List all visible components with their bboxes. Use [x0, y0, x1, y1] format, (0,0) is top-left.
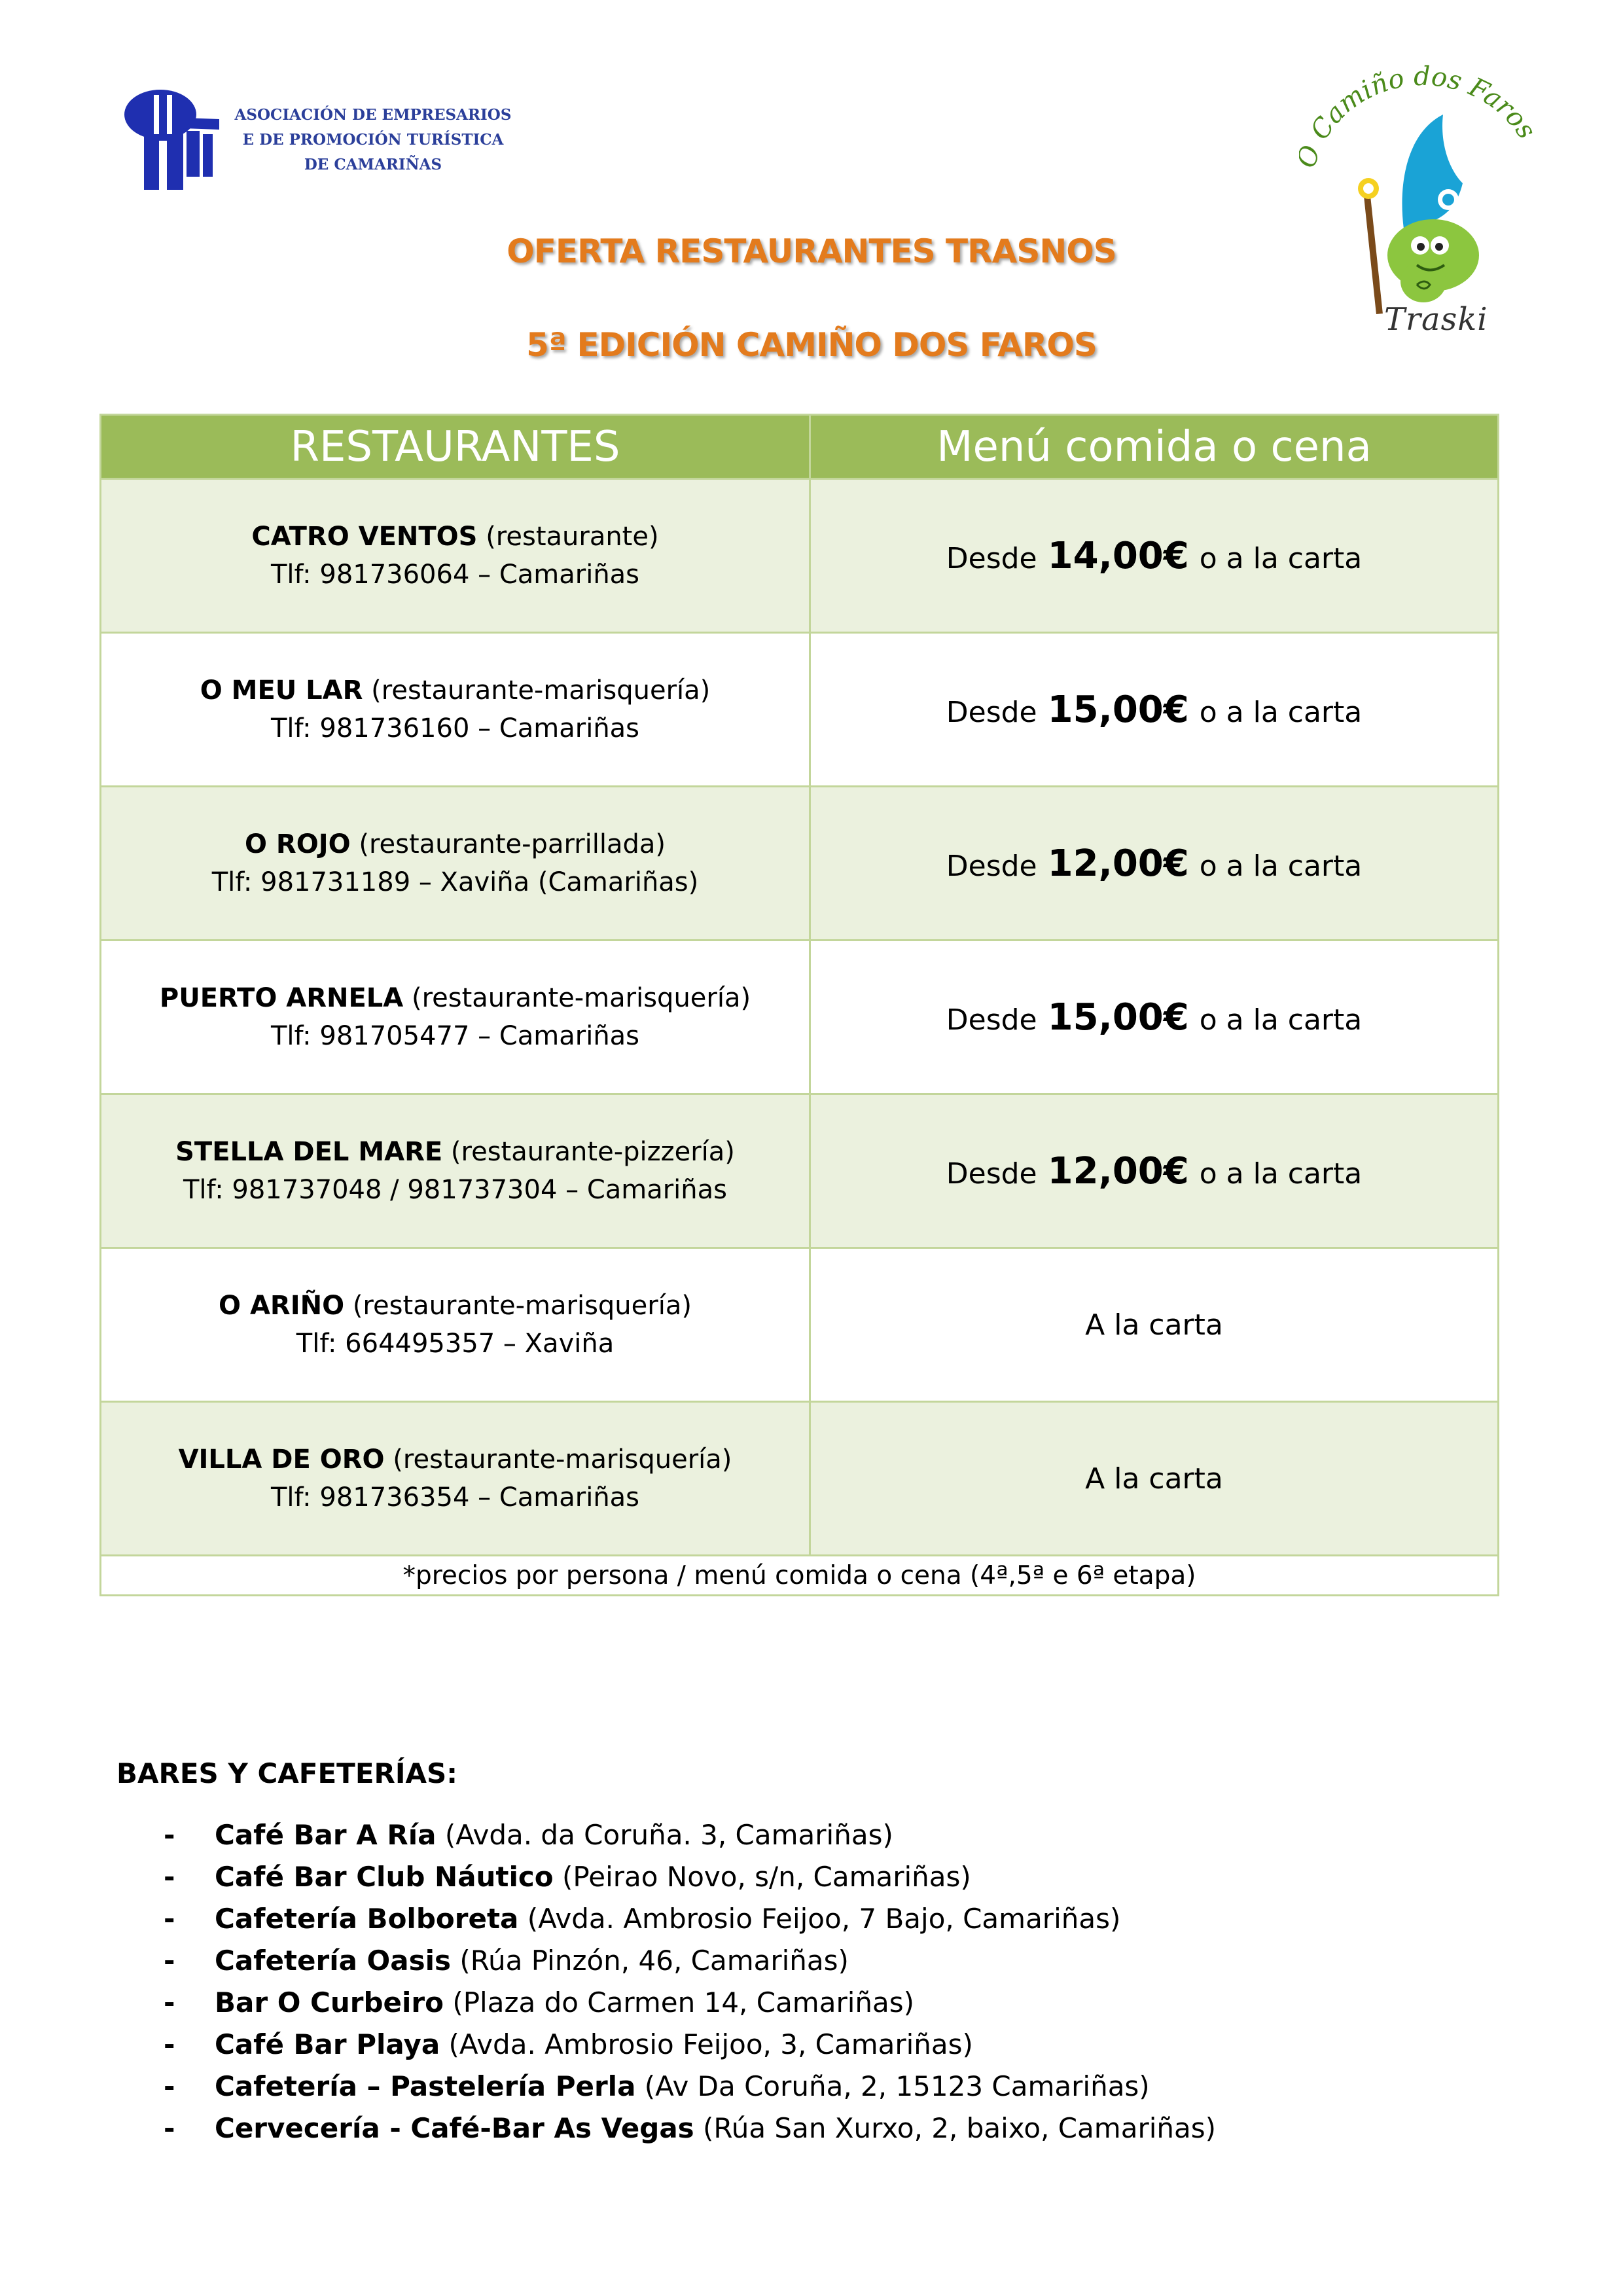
header-restaurants: RESTAURANTES: [101, 415, 810, 479]
price-cell: [810, 1402, 1499, 1556]
bars-list: [164, 1814, 1216, 2149]
page-title: OFERTA RESTAURANTES TRASNOS: [507, 232, 1116, 270]
bullet: -: [164, 2112, 175, 2144]
restaurant-type: (restaurante-marisquería): [411, 983, 751, 1013]
price-suffix: o a la carta: [1199, 849, 1363, 883]
restaurants-table: [99, 414, 1499, 1596]
restaurant-type: (restaurante-marisquería): [371, 675, 711, 706]
price-cell: [810, 941, 1499, 1094]
price-cell: [810, 633, 1499, 787]
restaurant-name: STELLA DEL MARE: [175, 1137, 443, 1167]
bullet: -: [164, 1945, 175, 1977]
bullet: -: [164, 1903, 175, 1935]
list-item: [164, 1982, 1216, 2024]
table-footnote-row: [101, 1556, 1499, 1596]
restaurant-cell: [101, 1402, 810, 1556]
bar-name: Cafetería – Pastelería Perla: [215, 2070, 636, 2102]
price-text: A la carta: [1085, 1462, 1223, 1496]
trasko-mascot-icon: [1299, 59, 1548, 321]
bar-name: Café Bar Playa: [215, 2028, 440, 2060]
table-row: [101, 633, 1499, 787]
restaurant-cell: [101, 479, 810, 633]
bar-name: Café Bar Club Náutico: [215, 1861, 554, 1893]
bar-address: (Peirao Novo, s/n, Camariñas): [562, 1861, 971, 1893]
restaurant-type: (restaurante-parrillada): [359, 829, 666, 859]
bar-address: (Rúa Pinzón, 46, Camariñas): [459, 1945, 849, 1977]
association-emblem-icon: [121, 79, 229, 193]
restaurant-type: (restaurante): [486, 522, 659, 552]
table-header-row: [101, 415, 1499, 479]
bar-name: Bar O Curbeiro: [215, 1986, 444, 2018]
bar-name: Cervecería - Café-Bar As Vegas: [215, 2112, 694, 2144]
list-item: [164, 1814, 1216, 1856]
restaurant-phone: Tlf: 981736160 – Camariñas: [270, 713, 640, 744]
restaurant-type: (restaurante-marisquería): [393, 1444, 732, 1475]
bullet: -: [164, 1819, 175, 1851]
bullet: -: [164, 2028, 175, 2060]
price-prefix: Desde: [946, 1003, 1037, 1037]
restaurant-name: PUERTO ARNELA: [159, 983, 404, 1013]
price-suffix: o a la carta: [1199, 1003, 1363, 1037]
bullet: -: [164, 1986, 175, 2018]
table-row: [101, 941, 1499, 1094]
price-suffix: o a la carta: [1199, 695, 1363, 729]
price-amount: 15,00€: [1047, 996, 1189, 1039]
table-row: [101, 787, 1499, 941]
list-item: [164, 1898, 1216, 1940]
logo-brand: Traski: [1384, 301, 1488, 338]
restaurant-name: O ROJO: [245, 829, 351, 859]
page-subtitle: 5ª EDICIÓN CAMIÑO DOS FAROS: [526, 326, 1097, 364]
restaurant-cell: [101, 1248, 810, 1402]
restaurant-name: CATRO VENTOS: [251, 522, 478, 552]
price-amount: 12,00€: [1047, 842, 1189, 885]
association-line-2: E DE PROMOCIÓN TURÍSTICA: [242, 131, 504, 149]
bar-address: (Avda. Ambrosio Feijoo, 3, Camariñas): [448, 2028, 973, 2060]
bar-name: Café Bar A Ría: [215, 1819, 437, 1851]
table-row: [101, 1094, 1499, 1248]
table-row: [101, 1402, 1499, 1556]
restaurant-name: O ARIÑO: [219, 1291, 345, 1321]
list-item: [164, 2108, 1216, 2149]
association-logo: [121, 75, 514, 200]
restaurant-cell: [101, 633, 810, 787]
bar-address: (Rúa San Xurxo, 2, baixo, Camariñas): [703, 2112, 1217, 2144]
restaurant-cell: [101, 787, 810, 941]
restaurant-phone: Tlf: 981731189 – Xaviña (Camariñas): [211, 867, 699, 897]
bullet: -: [164, 1861, 175, 1893]
list-item: [164, 2024, 1216, 2066]
price-prefix: Desde: [946, 1157, 1037, 1191]
price-cell: [810, 787, 1499, 941]
restaurant-phone: Tlf: 981737048 / 981737304 – Camariñas: [183, 1175, 727, 1205]
restaurant-phone: Tlf: 981705477 – Camariñas: [270, 1021, 640, 1051]
table-row: [101, 479, 1499, 633]
price-cell: [810, 1094, 1499, 1248]
header-menu: Menú comida o cena: [810, 415, 1499, 479]
bullet: -: [164, 2070, 175, 2102]
bar-name: Cafetería Bolboreta: [215, 1903, 519, 1935]
bars-heading: BARES Y CAFETERÍAS:: [116, 1757, 458, 1789]
price-prefix: Desde: [946, 849, 1037, 883]
association-name: [232, 103, 514, 177]
price-amount: 12,00€: [1047, 1149, 1189, 1193]
restaurant-name: O MEU LAR: [200, 675, 363, 706]
table-footnote: *precios por persona / menú comida o cena (4ª,5ª e 6ª etapa): [101, 1556, 1499, 1596]
price-suffix: o a la carta: [1199, 1157, 1363, 1191]
logo-ring-text: Camiño dos Faros: [1304, 61, 1542, 145]
list-item: [164, 2066, 1216, 2108]
association-line-3: DE CAMARIÑAS: [304, 156, 442, 173]
price-cell: [810, 1248, 1499, 1402]
restaurant-phone: Tlf: 981736064 – Camariñas: [270, 560, 640, 590]
restaurant-cell: [101, 941, 810, 1094]
price-amount: 15,00€: [1047, 688, 1189, 731]
price-cell: [810, 479, 1499, 633]
price-suffix: o a la carta: [1199, 541, 1363, 575]
list-item: [164, 1856, 1216, 1898]
price-prefix: Desde: [946, 695, 1037, 729]
price-text: A la carta: [1085, 1308, 1223, 1342]
restaurant-phone: Tlf: 981736354 – Camariñas: [270, 1482, 640, 1513]
bar-name: Cafetería Oasis: [215, 1945, 451, 1977]
bar-address: (Plaza do Carmen 14, Camariñas): [452, 1986, 915, 2018]
restaurant-type: (restaurante-pizzería): [450, 1137, 735, 1167]
camino-dos-faros-logo: [1299, 59, 1548, 347]
bar-address: (Av Da Coruña, 2, 15123 Camariñas): [644, 2070, 1150, 2102]
table-row: [101, 1248, 1499, 1402]
bar-address: (Avda. Ambrosio Feijoo, 7 Bajo, Camariñas): [527, 1903, 1121, 1935]
price-amount: 14,00€: [1047, 534, 1189, 577]
bar-address: (Avda. da Coruña. 3, Camariñas): [444, 1819, 893, 1851]
restaurant-type: (restaurante-marisquería): [352, 1291, 692, 1321]
list-item: [164, 1940, 1216, 1982]
price-prefix: Desde: [946, 541, 1037, 575]
restaurant-cell: [101, 1094, 810, 1248]
restaurant-name: VILLA DE ORO: [178, 1444, 385, 1475]
restaurant-phone: Tlf: 664495357 – Xaviña: [296, 1329, 615, 1359]
association-line-1: ASOCIACIÓN DE EMPRESARIOS: [234, 106, 512, 124]
